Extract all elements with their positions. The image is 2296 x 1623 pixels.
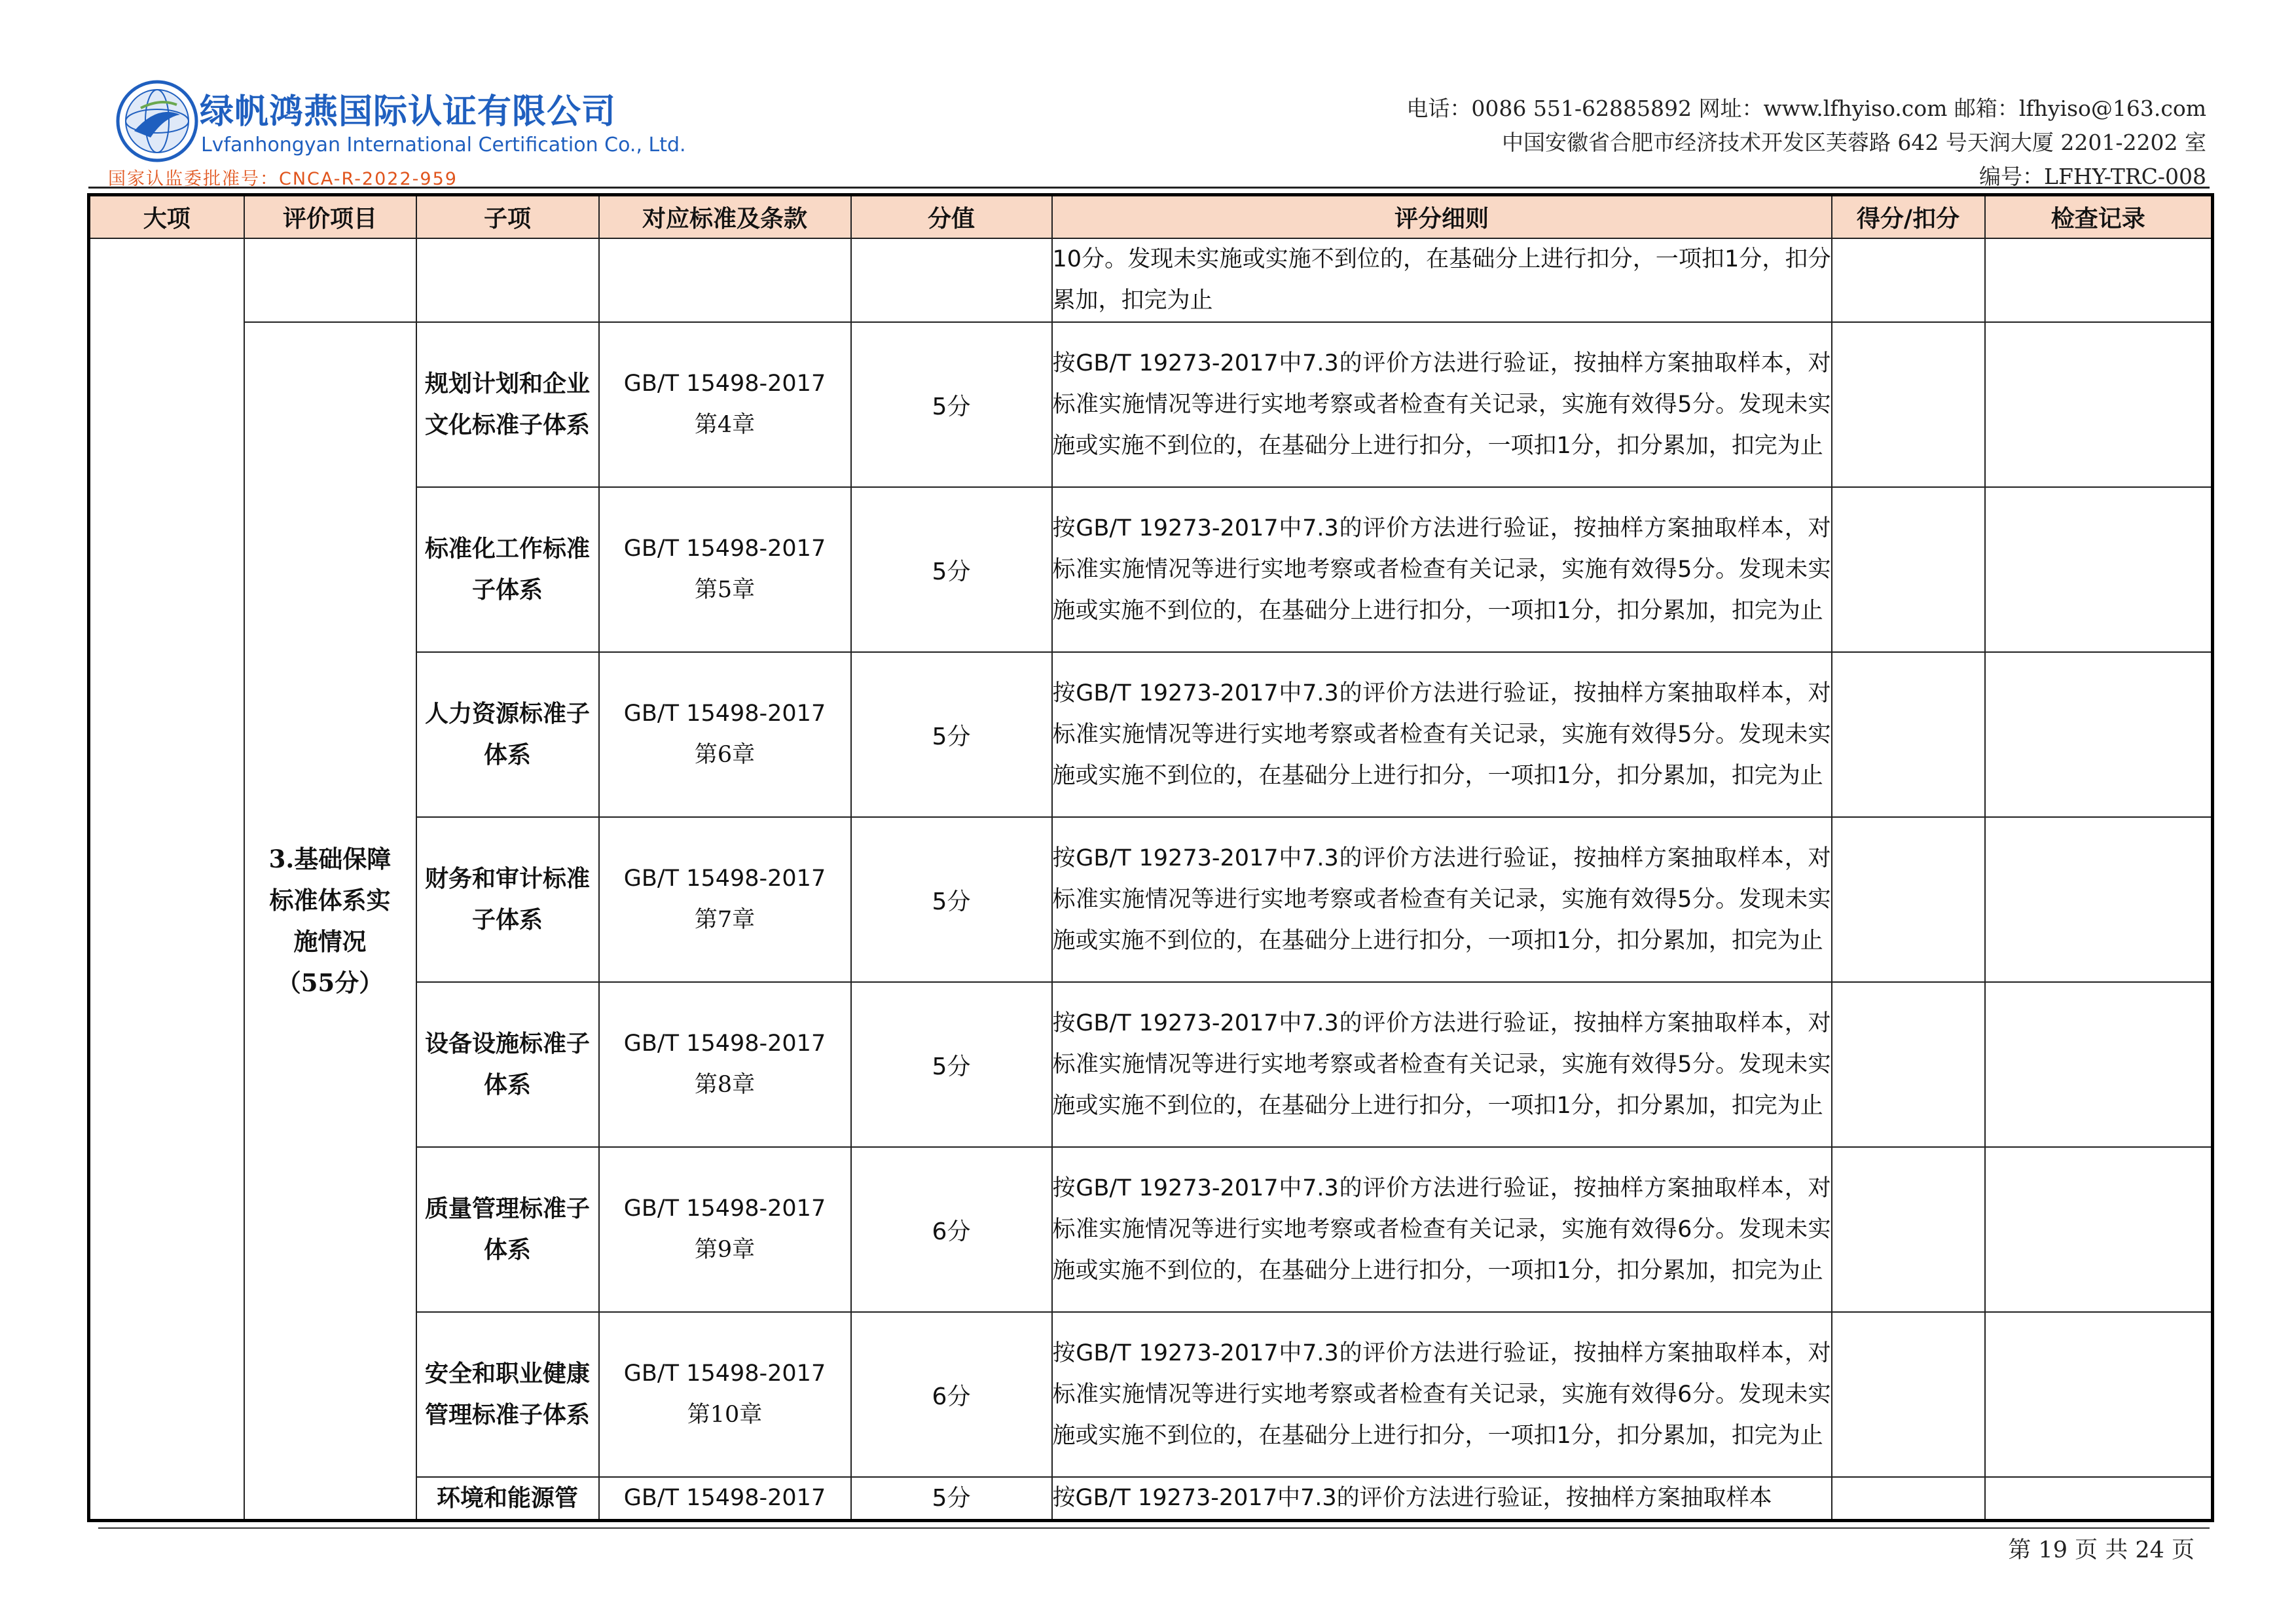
table-row-continuation (89, 238, 2213, 322)
score-cell: 5分 (851, 322, 1052, 487)
subitem-cell-empty (416, 238, 599, 322)
record-cell[interactable] (1985, 1312, 2213, 1477)
subitem-cell: 安全和职业健康管理标准子体系 (416, 1312, 599, 1477)
record-cell[interactable] (1985, 652, 2213, 817)
group-item-line: 施情况 (293, 926, 367, 956)
record-cell[interactable] (1985, 238, 2213, 322)
standard-code: GB/T 15498-2017 (623, 371, 826, 397)
deduction-cell[interactable] (1832, 1312, 1985, 1477)
standard-clause: 第6章 (694, 742, 756, 768)
deduction-cell[interactable] (1832, 238, 1985, 322)
deduction-cell[interactable] (1832, 652, 1985, 817)
group-item-line: 3.基础保障 (268, 844, 392, 873)
record-cell[interactable] (1985, 1147, 2213, 1312)
globe-emblem-icon (115, 79, 200, 164)
page-number: 第 19 页 共 24 页 (2008, 1537, 2195, 1563)
record-cell[interactable] (1985, 487, 2213, 652)
approval-number: 国家认监委批准号：CNCA-R-2022-959 (108, 169, 458, 189)
subitem-cell: 财务和审计标准子体系 (416, 817, 599, 982)
contact-line-address: 中国安徽省合肥市经济技术开发区芙蓉路 642 号天润大厦 2201-2202 室 (1501, 130, 2206, 155)
col-header-criteria: 评分细则 (1052, 195, 1832, 239)
score-cell: 5分 (851, 817, 1052, 982)
standard-code: GB/T 15498-2017 (623, 1485, 826, 1511)
subitem-cell: 标准化工作标准子体系 (416, 487, 599, 652)
criteria-cell: 按GB/T 19273-2017中7.3的评价方法进行验证，按抽样方案抽取样本，对标准实施情况等进行实地考察或者检查有关记录，实施有效得5分。发现未实施或实施不到位的，在基础分上进行扣分，一项扣1分，扣分累加，扣完为止 (1052, 487, 1832, 652)
score-cell: 5分 (851, 982, 1052, 1147)
evaluation-table (87, 193, 2214, 1522)
major-cell (89, 238, 244, 1521)
subitem-cell: 环境和能源管 (416, 1477, 599, 1521)
criteria-cell: 按GB/T 19273-2017中7.3的评价方法进行验证，按抽样方案抽取样本，对标准实施情况等进行实地考察或者检查有关记录，实施有效得5分。发现未实施或实施不到位的，在基础分上进行扣分，一项扣1分，扣分累加，扣完为止 (1052, 982, 1832, 1147)
company-name-en: Lvfanhongyan International Certification Co., Ltd. (201, 134, 686, 156)
score-cell: 5分 (851, 1477, 1052, 1521)
deduction-cell[interactable] (1832, 817, 1985, 982)
record-cell[interactable] (1985, 1477, 2213, 1521)
deduction-cell[interactable] (1832, 322, 1985, 487)
standard-clause: 第5章 (694, 577, 756, 603)
subitem-cell: 规划计划和企业文化标准子体系 (416, 322, 599, 487)
col-header-deduction: 得分/扣分 (1832, 195, 1985, 239)
col-header-standard: 对应标准及条款 (599, 195, 851, 239)
record-cell[interactable] (1985, 982, 2213, 1147)
col-header-subitem: 子项 (416, 195, 599, 239)
standard-cell (599, 652, 851, 817)
col-header-major: 大项 (89, 195, 244, 239)
record-cell[interactable] (1985, 817, 2213, 982)
standard-code: GB/T 15498-2017 (623, 1030, 826, 1057)
criteria-cell: 按GB/T 19273-2017中7.3的评价方法进行验证，按抽样方案抽取样本，对标准实施情况等进行实地考察或者检查有关记录，实施有效得5分。发现未实施或实施不到位的，在基础分上进行扣分，一项扣1分，扣分累加，扣完为止 (1052, 817, 1832, 982)
criteria-cell: 按GB/T 19273-2017中7.3的评价方法进行验证，按抽样方案抽取样本，对标准实施情况等进行实地考察或者检查有关记录，实施有效得5分。发现未实施或实施不到位的，在基础分上进行扣分，一项扣1分，扣分累加，扣完为止 (1052, 322, 1832, 487)
contact-info (1406, 92, 2206, 194)
contact-line-phone-web-email: 电话：0086 551-62885892 网址：www.lfhyiso.com 邮箱：lfhyiso@163.com (1406, 96, 2206, 121)
criteria-cell: 按GB/T 19273-2017中7.3的评价方法进行验证，按抽样方案抽取样本 (1052, 1477, 1832, 1521)
company-logo (108, 77, 686, 189)
subitem-cell: 设备设施标准子体系 (416, 982, 599, 1147)
standard-cell (599, 817, 851, 982)
score-cell: 5分 (851, 652, 1052, 817)
criteria-cell: 按GB/T 19273-2017中7.3的评价方法进行验证，按抽样方案抽取样本，对标准实施情况等进行实地考察或者检查有关记录，实施有效得6分。发现未实施或实施不到位的，在基础分上进行扣分，一项扣1分，扣分累加，扣完为止 (1052, 1312, 1832, 1477)
col-header-score: 分值 (851, 195, 1052, 239)
header-divider (88, 187, 2210, 189)
score-cell: 5分 (851, 487, 1052, 652)
criteria-cell: 10分。发现未实施或实施不到位的，在基础分上进行扣分，一项扣1分，扣分累加，扣完为止 (1052, 238, 1832, 322)
record-cell[interactable] (1985, 322, 2213, 487)
standard-code: GB/T 15498-2017 (623, 536, 826, 562)
standard-code: GB/T 15498-2017 (623, 701, 826, 727)
company-name-cn: 绿帆鸿燕国际认证有限公司 (200, 92, 617, 132)
group-item-line: 标准体系实 (269, 885, 391, 915)
score-cell-empty (851, 238, 1052, 322)
standard-code: GB/T 15498-2017 (623, 1195, 826, 1222)
deduction-cell[interactable] (1832, 487, 1985, 652)
standard-cell (599, 982, 851, 1147)
deduction-cell[interactable] (1832, 1147, 1985, 1312)
standard-clause: 第10章 (687, 1402, 763, 1428)
subitem-cell: 质量管理标准子体系 (416, 1147, 599, 1312)
criteria-cell: 按GB/T 19273-2017中7.3的评价方法进行验证，按抽样方案抽取样本，对标准实施情况等进行实地考察或者检查有关记录，实施有效得5分。发现未实施或实施不到位的，在基础分上进行扣分，一项扣1分，扣分累加，扣完为止 (1052, 652, 1832, 817)
criteria-cell: 按GB/T 19273-2017中7.3的评价方法进行验证，按抽样方案抽取样本，对标准实施情况等进行实地考察或者检查有关记录，实施有效得6分。发现未实施或实施不到位的，在基础分上进行扣分，一项扣1分，扣分累加，扣完为止 (1052, 1147, 1832, 1312)
standard-clause: 第8章 (694, 1072, 756, 1098)
standard-clause: 第4章 (694, 412, 756, 438)
table-row (89, 322, 2213, 487)
standard-cell (599, 1312, 851, 1477)
footer-divider (98, 1527, 2210, 1529)
standard-cell (599, 487, 851, 652)
standard-cell (599, 1147, 851, 1312)
standard-cell-empty (599, 238, 851, 322)
group-item-line: （55分） (276, 968, 384, 997)
standard-code: GB/T 15498-2017 (623, 866, 826, 892)
col-header-item: 评价项目 (244, 195, 416, 239)
standard-code: GB/T 15498-2017 (623, 1360, 826, 1387)
standard-cell (599, 322, 851, 487)
score-cell: 6分 (851, 1147, 1052, 1312)
document-code: 编号：LFHY-TRC-008 (1979, 164, 2206, 189)
standard-clause: 第9章 (694, 1237, 756, 1263)
deduction-cell[interactable] (1832, 1477, 1985, 1521)
col-header-record: 检查记录 (1985, 195, 2213, 239)
item-cell-empty (244, 238, 416, 322)
score-cell: 6分 (851, 1312, 1052, 1477)
table-header-row (89, 195, 2213, 239)
standard-clause: 第7章 (694, 907, 756, 933)
group-item-cell (244, 322, 416, 1521)
standard-cell (599, 1477, 851, 1521)
subitem-cell: 人力资源标准子体系 (416, 652, 599, 817)
deduction-cell[interactable] (1832, 982, 1985, 1147)
